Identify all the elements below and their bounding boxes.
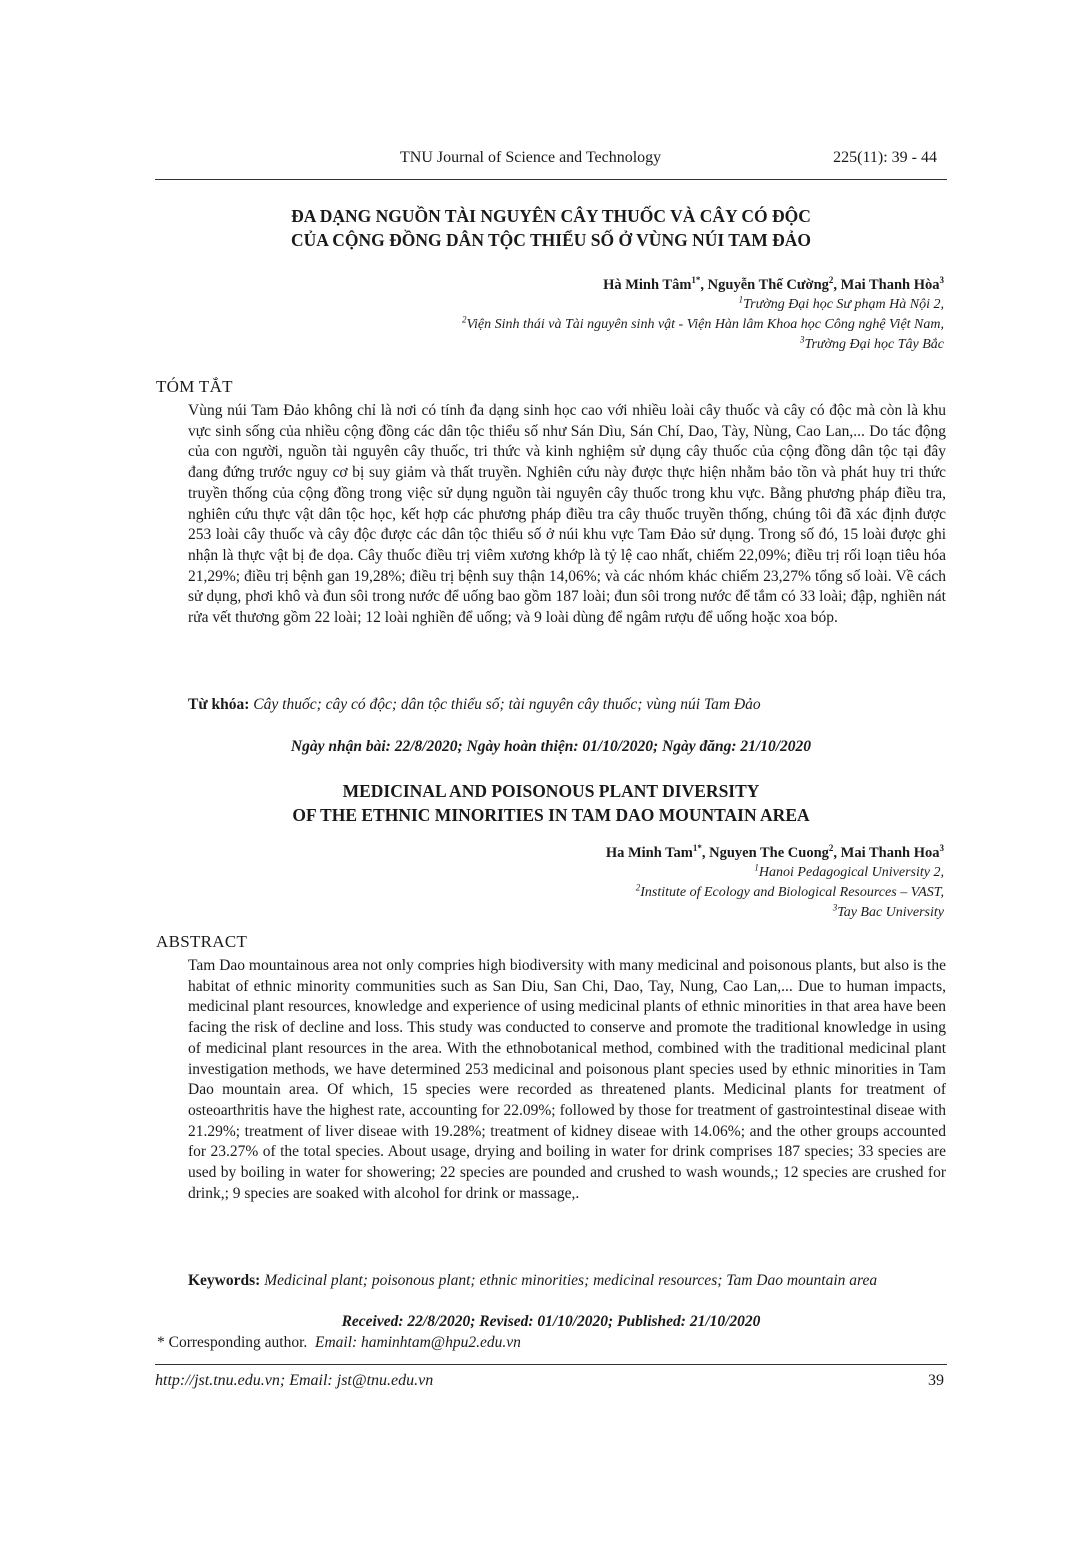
author-name: , Mai Thanh Hòa [833,277,940,293]
vn-keywords [188,695,946,716]
author-sup: 1* [692,843,702,854]
aff-text: Trường Đại học Tây Bắc [804,337,944,352]
author-name: Hà Minh Tâm [603,277,692,293]
page-number: 39 [928,1372,944,1389]
vn-authors [462,275,944,355]
aff-sup: 2 [462,314,467,325]
aff-text: Viện Sinh thái và Tài nguyên sinh vật - Viện Hàn lâm Khoa học Công nghệ Việt Nam, [466,317,944,332]
volume-pages: 225(11): 39 - 44 [833,149,937,166]
corresponding-email: Email: haminhtam@hpu2.edu.vn [315,1334,521,1351]
aff-text: Tay Bac University [837,905,944,920]
author-sup: 2 [828,275,834,286]
footer-links: http://jst.tnu.edu.vn; Email: jst@tnu.edu.vn [155,1372,434,1389]
journal-name: TNU Journal of Science and Technology [400,149,662,166]
vn-title-line1: ĐA DẠNG NGUỒN TÀI NGUYÊN CÂY THUỐC VÀ CÂY CÓ ĐỘC [291,206,811,226]
vn-affiliation-1 [462,295,944,315]
en-abstract: Tam Dao mountainous area not only compries high biodiversity with many medicinal and poisonous plants, but also is the habitat of ethnic minority communities such as San Diu, San Chi, Dao, Tay, Nung, Cao Lan,... Due to human impacts, medicinal plant resources, knowledge and experience of using medicinal plants of ethnic minorities in that area have been facing the risk of decline and loss. This study was conducted to conserve and promote the traditional knowledge in using of medicinal plant resources in the area. With the ethnobotanical method, combined with the traditional medicinal plant investigation methods, we have determined 253 medicinal and poisonous plant species used by ethnic minorities in Tam Dao mountain area. Of which, 15 species were recorded as threatened plants. Medicinal plants for treatment of osteoarthritis have the highest rate, accounting for 22.09%; followed by those for treatment of gastrointestinal diseae with 21.29%; treatment of liver diseae with 19.28%; treatment of kidney diseae with 14.06%; and the other groups accounted for 23.27% of the total species. About usage, drying and boiling in water for drink comprises 187 species; 33 species are used by boiling in water for showering; 22 species are pounded and crushed to wash wounds,; 12 species are crushed for drink,; 9 species are soaked with alcohol for drink or massage,. [188,957,946,1202]
vn-author-names [462,275,944,295]
author-sup: 1* [691,275,701,286]
en-title [155,779,947,827]
vn-title-line2: CỦA CỘNG ĐỒNG DÂN TỘC THIỂU SỐ Ở VÙNG NÚI TAM ĐẢO [290,230,812,250]
aff-text: Institute of Ecology and Biological Resources – VAST, [640,885,944,900]
en-keywords-text: Medicinal plant; poisonous plant; ethnic minorities; medicinal resources; Tam Dao mountain area [260,1272,878,1289]
vn-keywords-label: Từ khóa: [188,696,250,713]
paper-page [155,0,947,1541]
aff-sup: 2 [635,882,641,893]
en-authors [606,843,944,923]
en-affiliation-2 [606,883,944,903]
en-keywords-label: Keywords: [188,1272,261,1289]
aff-sup: 3 [799,334,805,345]
author-name: , Nguyễn Thế Cường [700,277,829,293]
aff-text: Trường Đại học Sư phạm Hà Nội 2, [743,297,944,312]
author-name: Ha Minh Tam [605,845,693,861]
aff-text: Hanoi Pedagogical University 2, [758,865,944,880]
vn-title [155,204,947,252]
header-rule [155,179,947,180]
en-affiliation-1 [606,863,944,883]
aff-sup: 1 [738,294,744,305]
en-affiliation-3 [606,903,944,923]
vn-affiliation-2 [462,315,944,335]
en-title-line2: OF THE ETHNIC MINORITIES IN TAM DAO MOUNTAIN AREA [292,805,810,825]
en-section-heading: ABSTRACT [156,932,248,951]
en-title-line1: MEDICINAL AND POISONOUS PLANT DIVERSITY [342,781,760,801]
vn-section-heading: TÓM TẮT [156,377,233,396]
vn-dates: Ngày nhận bài: 22/8/2020; Ngày hoàn thiện: 01/10/2020; Ngày đăng: 21/10/2020 [290,738,812,755]
author-name: , Mai Thanh Hoa [833,845,940,861]
author-sup: 3 [939,275,944,286]
en-keywords [188,1271,946,1292]
aff-sup: 3 [832,902,838,913]
author-name: , Nguyen The Cuong [701,845,829,861]
vn-affiliation-3 [462,335,944,355]
corresponding-label: * Corresponding author. [157,1334,308,1351]
author-sup: 2 [828,843,834,854]
author-sup: 3 [939,843,944,854]
footer-rule [155,1364,947,1365]
en-author-names [606,843,944,863]
vn-keywords-text: Cây thuốc; cây có độc; dân tộc thiểu số; tài nguyên cây thuốc; vùng núi Tam Đảo [249,696,761,713]
corresponding-author [157,1334,521,1352]
vn-abstract: Vùng núi Tam Đảo không chỉ là nơi có tính đa dạng sinh học cao với nhiều loài cây thuốc và cây có độc mà còn là khu vực sinh sống của nhiều cộng đồng các dân tộc thiểu số như Sán Dìu, Sán Chí, Dao, Tày, Nùng, Cao Lan,... Do tác động của con người, nguồn tài nguyên cây thuốc, tri thức và kinh nghiệm sử dụng cây thuốc của cộng đồng dân tộc tại đây đang đứng trước nguy cơ bị suy giảm và thất truyền. Nghiên cứu này được thực hiện nhằm bảo tồn và phát huy tri thức truyền thống của cộng đồng trong việc sử dụng nguồn tài nguyên cây thuốc trong khu vực. Bằng phương pháp điều tra, nghiên cứu thực vật dân tộc học, kết hợp các phương pháp điều tra cây thuốc truyền thống, chúng tôi đã xác định được 253 loài cây thuốc và cây độc được các dân tộc thiểu số ở núi khu vực Tam Đảo sử dụng. Trong số đó, 15 loài được ghi nhận là thực vật bị đe dọa. Cây thuốc điều trị viêm xương khớp là tỷ lệ cao nhất, chiếm 22,09%; điều trị rối loạn tiêu hóa 21,29%; điều trị bệnh gan 19,28%; điều trị bệnh suy thận 14,06%; và các nhóm khác chiếm 23,27% tổng số loài. Về cách sử dụng, phơi khô và đun sôi trong nước để uống bao gồm 187 loài; đun sôi trong nước để tắm có 33 loài; đập, nghiền nát rửa vết thương gồm 22 loài; 12 loài nghiền để uống; và 9 loài dùng để ngâm rượu để uống hoặc xoa bóp. [188,402,946,627]
running-header [155,149,947,173]
en-dates: Received: 22/8/2020; Revised: 01/10/2020; Published: 21/10/2020 [341,1313,761,1330]
aff-sup: 1 [754,862,759,873]
